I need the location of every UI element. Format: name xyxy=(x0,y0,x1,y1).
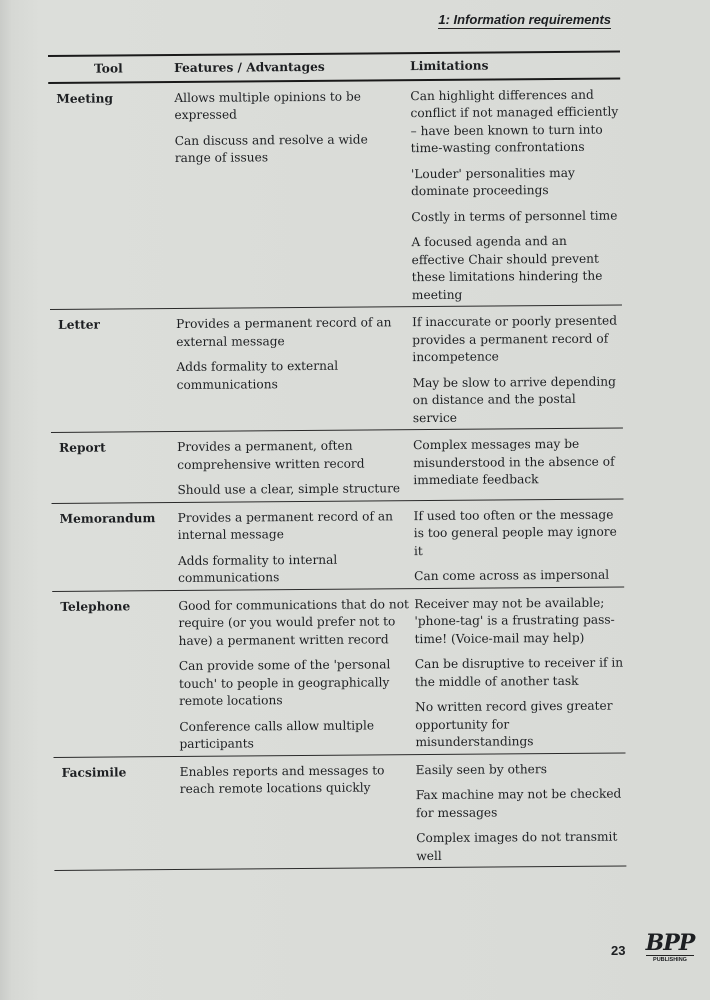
limitation-item: No written record gives greater opportunity for misunderstandings xyxy=(415,698,613,750)
tool-name: Report xyxy=(59,440,106,455)
feature-item: Provides a permanent, often comprehensive written record xyxy=(177,438,365,472)
limitation-item: Can highlight differences and conflict if not managed efficiently – have been known to turn into time-wasting confrontations xyxy=(410,87,619,156)
feature-item: Good for communications that do not require (or you would prefer not to have) a permanent written record xyxy=(178,596,409,648)
feature-item: Conference calls allow multiple participants xyxy=(179,717,375,751)
tool-name: Letter xyxy=(58,317,100,332)
table-row xyxy=(52,587,625,756)
limitation-item: Can be disruptive to receiver if in the middle of another task xyxy=(414,655,624,689)
column-header-limitations: Limitations xyxy=(410,58,489,74)
limitation-item: Easily seen by others xyxy=(415,761,548,777)
limitation-item: Complex messages may be misunderstood in the absence of immediate feedback xyxy=(413,436,615,488)
features-cell xyxy=(171,437,409,499)
column-header-tool: Tool xyxy=(94,61,123,76)
table-row xyxy=(48,79,622,309)
features-cell xyxy=(172,596,411,754)
feature-item: Adds formality to internal communications xyxy=(177,552,338,585)
limitations-cell xyxy=(409,435,623,497)
communication-tools-table xyxy=(48,51,626,871)
limitation-item: If used too often or the message is too general people may ignore it xyxy=(413,507,617,558)
table-row xyxy=(50,305,623,431)
table-body xyxy=(48,79,626,871)
feature-item: Provides a permanent record of an internal message xyxy=(177,508,394,542)
feature-item: Should use a clear, simple structure xyxy=(177,481,401,497)
limitation-item: May be slow to arrive depending on distance and the postal service xyxy=(412,374,616,425)
feature-item: Allows multiple opinions to be expressed xyxy=(174,89,361,123)
limitation-item: Can come across as impersonal xyxy=(414,567,610,584)
limitation-item: Fax machine may not be checked for messages xyxy=(415,786,622,820)
column-header-features: Features / Advantages xyxy=(174,59,325,76)
limitation-item: Costly in terms of personnel time xyxy=(411,208,618,224)
tool-name: Facsimile xyxy=(61,764,127,780)
limitation-item: 'Louder' personalities may dominate proceedings xyxy=(410,165,575,199)
features-cell xyxy=(170,314,409,429)
limitation-item: If inaccurate or poorly presented provides a permanent record of incompetence xyxy=(412,313,618,365)
feature-item: Enables reports and messages to reach remote locations quickly xyxy=(179,762,385,796)
limitations-cell xyxy=(408,312,623,427)
feature-item: Can provide some of the 'personal touch' to people in geographically remote locations xyxy=(178,657,391,708)
tool-name: Memorandum xyxy=(59,510,156,526)
limitations-cell xyxy=(406,86,622,304)
table-row xyxy=(51,428,624,502)
limitation-item: Receiver may not be available; 'phone-tag' is a frustrating pass-time! (Voice-mail may help) xyxy=(414,595,615,646)
logo-text: BPP xyxy=(645,930,695,956)
feature-item: Adds formality to external communications xyxy=(176,358,339,392)
feature-item: Provides a permanent record of an external message xyxy=(176,315,392,349)
page-number: 23 xyxy=(611,943,626,958)
table-row xyxy=(54,753,627,870)
publisher-logo xyxy=(642,930,698,966)
limitations-cell xyxy=(410,506,625,586)
tool-name: Meeting xyxy=(56,90,114,106)
limitations-cell xyxy=(410,594,625,752)
features-cell xyxy=(174,762,413,867)
chapter-header: 1: Information requirements xyxy=(438,12,611,27)
feature-item: Can discuss and resolve a wide range of issues xyxy=(174,131,368,166)
features-cell xyxy=(168,88,408,306)
features-cell xyxy=(172,508,411,588)
table-row xyxy=(52,499,625,590)
limitation-item: A focused agenda and an effective Chair should prevent these limitations hindering the meeting xyxy=(411,233,603,302)
limitations-cell xyxy=(412,760,627,865)
logo-subtext: PUBLISHING xyxy=(646,955,694,963)
tool-name: Telephone xyxy=(60,598,131,614)
limitation-item: Complex images do not transmit well xyxy=(416,829,618,863)
